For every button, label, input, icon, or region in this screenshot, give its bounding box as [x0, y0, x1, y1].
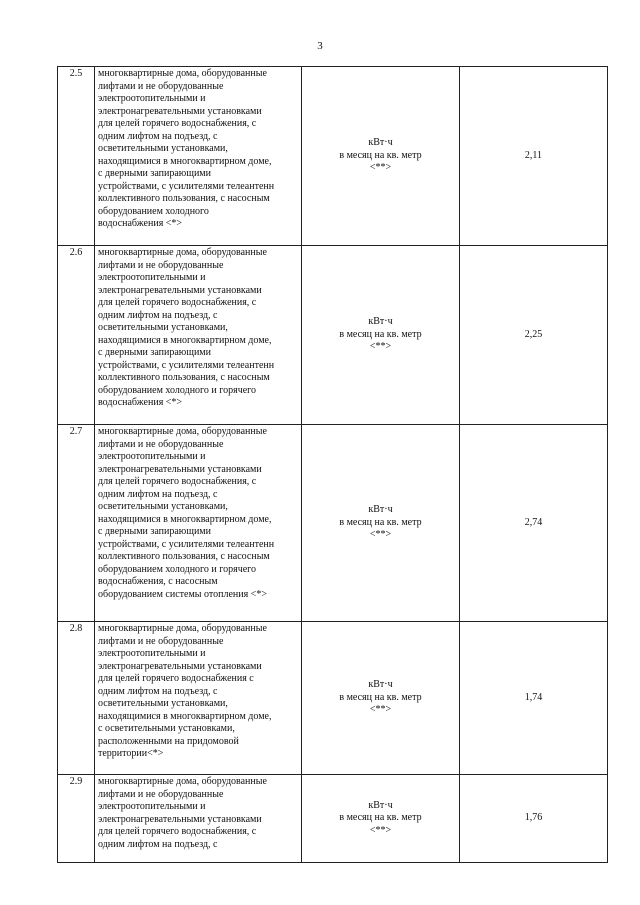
row-value: 2,74 [460, 425, 608, 622]
row-value: 1,76 [460, 775, 608, 863]
row-unit: кВт·ч в месяц на кв. метр <**> [302, 425, 460, 622]
row-value: 2,11 [460, 67, 608, 246]
row-number: 2.6 [58, 246, 95, 425]
row-unit: кВт·ч в месяц на кв. метр <**> [302, 775, 460, 863]
page-number: 3 [317, 40, 323, 52]
table-row [58, 775, 608, 863]
table-row [58, 425, 608, 622]
row-number: 2.9 [58, 775, 95, 863]
row-description: многоквартирные дома, оборудованные лифтами и не оборудованные электроотопительными и электронагревательными установками для целей горячего водоснабжения, с одним лифтом на подъезд, с осветительными установками, находящимися в многоквартирном доме, с дверными запирающими устройствами, с усилителями телеантенн коллективного пользования, с насосным оборудованием холодного и горячего водоснабжения, с насосным оборудованием системы отопления <*> [95, 425, 302, 622]
table-row [58, 622, 608, 775]
row-number: 2.8 [58, 622, 95, 775]
row-description: многоквартирные дома, оборудованные лифтами и не оборудованные электроотопительными и электронагревательными установками для целей горячего водоснабжения, с одним лифтом на подъезд, с осветительными установками, находящимися в многоквартирном доме, с дверными запирающими устройствами, с усилителями телеантенн коллективного пользования, с насосным оборудованием холодного и горячего водоснабжения <*> [95, 246, 302, 425]
row-value: 2,25 [460, 246, 608, 425]
row-description: многоквартирные дома, оборудованные лифтами и не оборудованные электроотопительными и электронагревательными установками для целей горячего водоснабжения с одним лифтом на подъезд, с осветительными установками, находящимися в многоквартирном доме, с осветительными установками, расположенными на придомовой территории<*> [95, 622, 302, 775]
table-row [58, 67, 608, 246]
row-number: 2.7 [58, 425, 95, 622]
row-unit: кВт·ч в месяц на кв. метр <**> [302, 246, 460, 425]
row-unit: кВт·ч в месяц на кв. метр <**> [302, 67, 460, 246]
table-row [58, 246, 608, 425]
row-value: 1,74 [460, 622, 608, 775]
row-unit: кВт·ч в месяц на кв. метр <**> [302, 622, 460, 775]
row-number: 2.5 [58, 67, 95, 246]
row-description: многоквартирные дома, оборудованные лифтами и не оборудованные электроотопительными и электронагревательными установками для целей горячего водоснабжения, с одним лифтом на подъезд, с осветительными установками, находящимися в многоквартирном доме, с дверными запирающими устройствами, с усилителями телеантенн коллективного пользования, с насосным оборудованием холодного водоснабжения <*> [95, 67, 302, 246]
row-description: многоквартирные дома, оборудованные лифтами и не оборудованные электроотопительными и электронагревательными установками для целей горячего водоснабжения, с одним лифтом на подъезд, с [95, 775, 302, 863]
norms-table [57, 66, 608, 863]
